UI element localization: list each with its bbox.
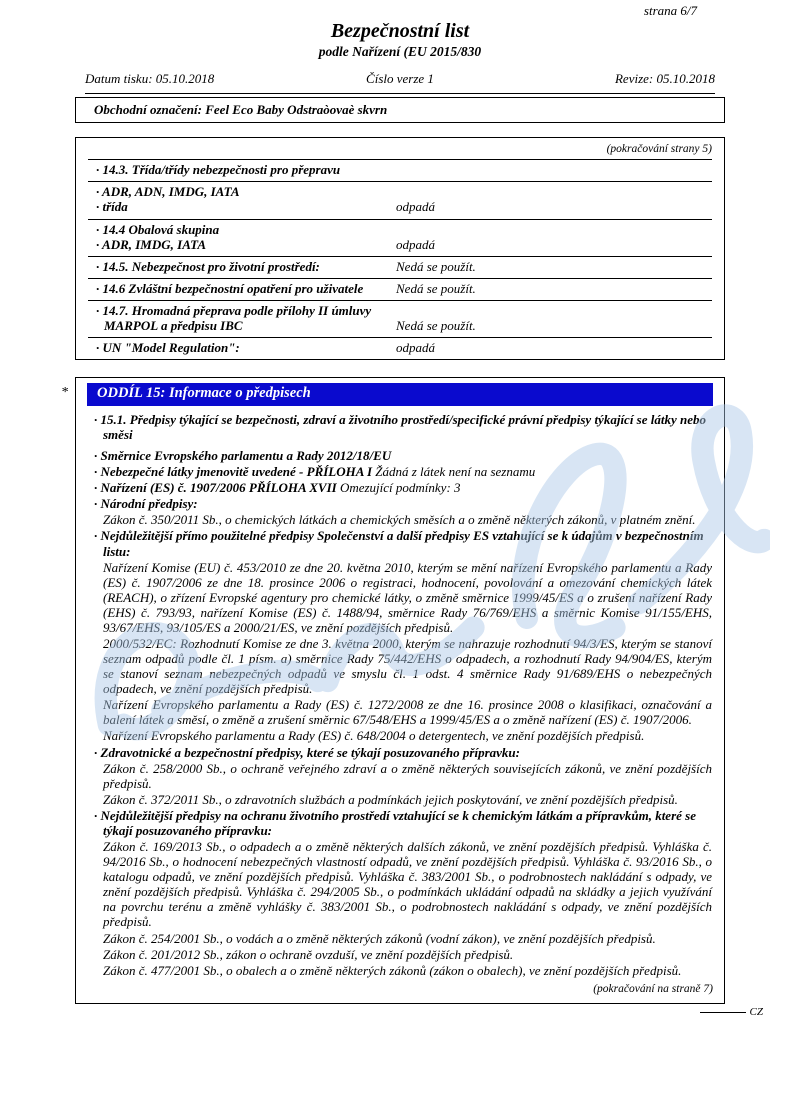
regulation-item: Zákon č. 350/2011 Sb., o chemických látkách a chemických směsích a o změně některých zákonů, v platném znění.	[103, 512, 696, 528]
document-title: Bezpečnostní list	[330, 20, 470, 42]
regulation-item: Zákon č. 201/2012 Sb., zákon o ochraně ovzduší, ve znění pozdějších předpisů.	[103, 946, 514, 962]
regulation-item: Nařízení Evropského parlamentu a Rady (ES) č. 1272/2008 ze dne 16. prosince 2008 o klasifikaci, označování a balení látek a směsí, o změně a zrušení směrnic 67/548/EHS a 1999/45/ES a o změně nařízení (ES) č. 1907/2006.	[103, 697, 712, 728]
section15-header: ODDÍL 15: Informace o předpisech	[87, 383, 713, 406]
table-value: Nedá se použít.	[396, 280, 476, 296]
page-number: strana 6/7	[643, 3, 697, 18]
table-row	[88, 159, 712, 181]
table-label: · 14.5. Nebezpečnost pro životní prostředí:	[96, 258, 320, 274]
regulation-item: · Nebezpečné látky jmenovitě uvedené - PŘÍLOHA I Žádná z látek není na seznamu	[94, 464, 536, 480]
table-label: · ADR, ADN, IMDG, IATA · třída	[96, 184, 240, 215]
page-footer	[75, 1006, 763, 1019]
continuation-note-top: (pokračování strany 5)	[606, 143, 712, 155]
regulation-item: · Národní předpisy:	[94, 496, 198, 512]
header-divider	[85, 93, 715, 94]
table-row	[88, 278, 712, 300]
table-value: odpadá	[396, 340, 435, 356]
table-value: Nedá se použít.	[396, 317, 476, 333]
trade-name: Obchodní označení: Feel Eco Baby Odstraòovaè skvrn	[94, 101, 388, 117]
regulation-item: · 15.1. Předpisy týkající se bezpečnosti, zdraví a životního prostředí/specifické právní předpisy týkající se látky nebo směsi	[94, 411, 707, 442]
table-row	[88, 181, 712, 218]
table-row	[88, 337, 712, 359]
table-value: odpadá	[396, 236, 435, 252]
section15-box	[75, 377, 725, 1004]
table-label: · 14.6 Zvláštní bezpečnostní opatření pro uživatele	[96, 280, 364, 296]
table-row	[88, 300, 712, 337]
regulation-item: · Směrnice Evropského parlamentu a Rady 2012/18/EU	[94, 448, 392, 464]
section14-box	[75, 137, 725, 360]
regulation-item: · Zdravotnické a bezpečnostní předpisy, které se týkají posuzovaného přípravku:	[94, 744, 520, 760]
regulation-item: 2000/532/EC: Rozhodnutí Komise ze dne 3. května 2000, kterým se nahrazuje rozhodnutí 94/3/ES, kterým se stanoví seznam odpadů podle čl. 1 písm. a) směrnice Rady 75/442/EHS o odpadech, a rozhodnutí Rady 94/904/ES, kterým se stanoví seznam nebezpečných odpadů ve smyslu čl. 1 odst. 4 směrnice Rady 91/689/EHS o nebezpečných odpadech, ve znění pozdějších předpisů.	[103, 636, 712, 697]
regulation-item: Nařízení Evropského parlamentu a Rady (ES) č. 648/2004 o detergentech, ve znění pozdějších předpisů.	[103, 728, 645, 744]
section15-body	[87, 412, 713, 978]
section14-table	[88, 159, 712, 359]
regulation-item: · Nejdůležitější přímo použitelné předpisy Společenství a další předpisy ES vztahující se k údajům v bezpečnostním listu:	[94, 528, 704, 559]
continuation-note-bottom: (pokračování na straně 7)	[593, 982, 713, 995]
regulation-item: Zákon č. 372/2011 Sb., o zdravotních službách a podmínkách jejich poskytování, ve znění pozdějších předpisů.	[103, 791, 678, 807]
margin-marker: *	[61, 385, 68, 401]
regulation-item: Zákon č. 258/2000 Sb., o ochraně veřejného zdraví a o změně některých souvisejících zákonů, ve znění pozdějších předpisů.	[103, 760, 712, 791]
table-label: · 14.4 Obalová skupina · ADR, IMDG, IATA	[96, 221, 220, 252]
trade-name-box	[75, 97, 725, 123]
meta-row	[75, 71, 725, 86]
table-value: odpadá	[396, 199, 435, 215]
regulation-item: Zákon č. 254/2001 Sb., o vodách a o změně některých zákonů (vodní zákon), ve znění pozdějších předpisů.	[103, 930, 656, 946]
regulation-item: Nařízení Komise (EU) č. 453/2010 ze dne 20. května 2010, kterým se mění nařízení Evropského parlamentu a Rady (ES) č. 1907/2006 ze dne 18. prosince 2006 o registraci, hodnocení, povolování a omezování chemických látek (REACH), o zřízení Evropské agentury pro chemické látky, o změně směrnice 1999/45/ES a o zrušení nařízení Rady (EHS) č. 793/93, nařízení Komise (ES) č. 1488/94, směrnice Rady 76/769/EHS a směrnic Komise 91/155/EHS, 93/67/EHS, 93/105/ES a 2000/21/ES, ve znění pozdějších předpisů.	[103, 559, 712, 635]
table-row	[88, 256, 712, 278]
footer-divider	[700, 1012, 746, 1013]
table-row	[88, 219, 712, 256]
regulation-item: · Nařízení (ES) č. 1907/2006 PŘÍLOHA XVII Omezující podmínky: 3	[94, 480, 461, 496]
regulation-item: · Nejdůležitější předpisy na ochranu životního prostředí vztahující se k chemickým látkám a přípravkům, které se týkají posuzovaného přípravku:	[94, 807, 696, 838]
document-subtitle: podle Nařízení (EU 2015/830	[318, 44, 482, 60]
table-label: · 14.3. Třída/třídy nebezpečnosti pro přepravu	[96, 162, 341, 178]
section15-wrapper	[61, 377, 725, 1004]
table-label: · 14.7. Hromadná přeprava podle přílohy II úmluvy MARPOL a předpisu IBC	[96, 302, 372, 333]
version-number: Číslo verze 1	[366, 70, 434, 86]
print-date: Datum tisku: 05.10.2018	[85, 70, 215, 86]
regulation-item: Zákon č. 477/2001 Sb., o obalech a o změně některých zákonů (zákon o obalech), ve znění pozdějších předpisů.	[103, 962, 682, 978]
regulation-item: Zákon č. 169/2013 Sb., o odpadech a o změně některých dalších zákonů, ve znění pozdějších předpisů. Vyhláška č. 94/2016 Sb., o hodnocení nebezpečných vlastností odpadů, ve znění pozdějších předpisů. Vyhláška č. 93/2016 Sb., o katalogu odpadů, ve znění pozdějších předpisů. Vyhláška č. 383/2001 Sb., o podrobnostech nakládání s odpady, ve znění pozdějších předpisů. Vyhláška č. 294/2005 Sb., o podmínkách ukládání odpadů na skládky a jejich využívání na povrchu terénu a změně vyhlášky č. 383/2001 Sb., o podrobnostech nakládání s odpady, ve znění pozdějších předpisů.	[103, 839, 712, 930]
country-code: CZ	[749, 1006, 763, 1019]
revision-date: Revize: 05.10.2018	[614, 70, 715, 86]
table-label: · UN "Model Regulation":	[96, 340, 240, 356]
table-value: Nedá se použít.	[396, 258, 476, 274]
